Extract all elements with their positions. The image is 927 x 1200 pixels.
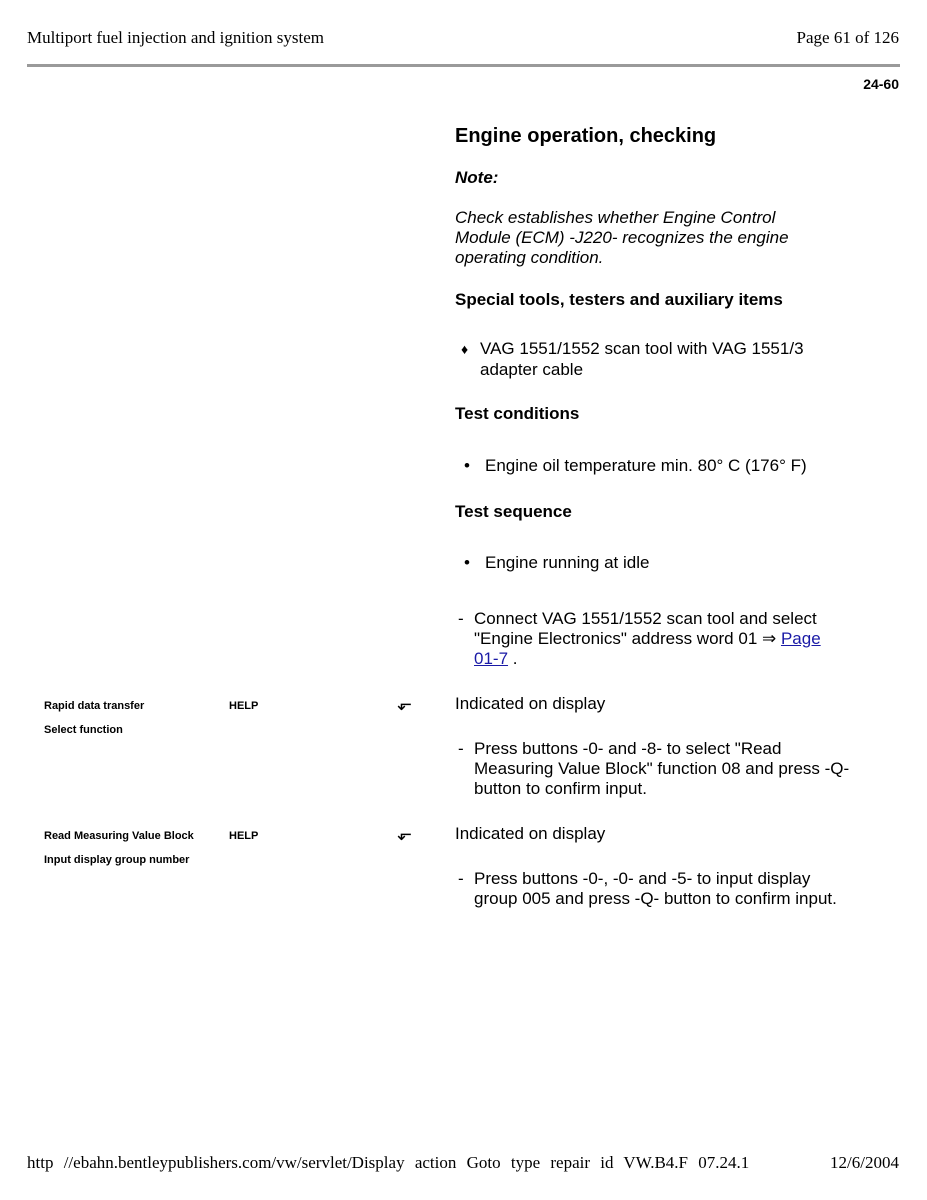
tools-item-line: adapter cable (480, 360, 584, 379)
sequence-text: Engine running at idle (485, 553, 650, 572)
step-line: Measuring Value Block" function 08 and press -Q- (474, 759, 850, 778)
step-line-with-link (474, 649, 517, 669)
note-text (455, 208, 895, 268)
note-line: Check establishes whether Engine Control (455, 208, 776, 227)
step-line: group 005 and press -Q- button to confirm input. (474, 889, 837, 908)
step-line-end: . (508, 649, 518, 668)
note-line: operating condition. (455, 248, 604, 267)
bullet-icon: • (464, 456, 470, 475)
section-title: Engine operation, checking (455, 125, 717, 147)
display-line-1: Read Measuring Value Block (44, 830, 194, 842)
display-help-label: HELP (229, 830, 259, 842)
step-line: Press buttons -0-, -0- and -5- to input display (474, 869, 811, 888)
footer-url: http //ebahn.bentleypublishers.com/vw/servlet/Display action Goto type repair id VW.B4.F 07.24.1 (27, 1153, 750, 1172)
diamond-bullet-icon: ♦ (461, 341, 469, 357)
step-line: button to confirm input. (474, 779, 647, 798)
step-line-with-link (474, 629, 821, 649)
tools-heading: Special tools, testers and auxiliary items (455, 290, 783, 309)
step-line-text: "Engine Electronics" address word 01 ⇒ (474, 629, 781, 648)
page-code: 24-60 (863, 76, 899, 92)
display-line-2: Input display group number (44, 854, 190, 866)
step-line: Press buttons -0- and -8- to select "Read (474, 739, 782, 758)
display-line-1: Rapid data transfer (44, 700, 145, 712)
conditions-heading: Test conditions (455, 404, 580, 423)
display-help-label: HELP (229, 700, 259, 712)
note-heading: Note: (455, 168, 499, 187)
step-line: Connect VAG 1551/1552 scan tool and select (474, 609, 817, 628)
document-title: Multiport fuel injection and ignition system (27, 28, 324, 47)
sequence-heading: Test sequence (455, 502, 572, 521)
display-line-2: Select function (44, 724, 123, 736)
bullet-icon: • (464, 553, 470, 572)
dash-marker: - (458, 739, 464, 758)
display-indicated-text: Indicated on display (455, 824, 606, 843)
page-link[interactable]: Page (780, 629, 821, 648)
pointer-arrow-icon: ⬐ (397, 694, 413, 714)
header-divider (27, 64, 900, 67)
page-link-continued[interactable]: 01-7 (474, 649, 509, 668)
footer-date: 12/6/2004 (830, 1153, 899, 1172)
tools-item-line: VAG 1551/1552 scan tool with VAG 1551/3 (480, 339, 804, 358)
pointer-arrow-icon: ⬐ (397, 824, 413, 844)
dash-marker: - (458, 869, 464, 888)
condition-text: Engine oil temperature min. 80° C (176° F) (485, 456, 807, 475)
page-indicator: Page 61 of 126 (796, 28, 899, 47)
dash-marker: - (458, 609, 464, 628)
note-line: Module (ECM) -J220- recognizes the engine (455, 228, 789, 247)
display-indicated-text: Indicated on display (455, 694, 606, 713)
